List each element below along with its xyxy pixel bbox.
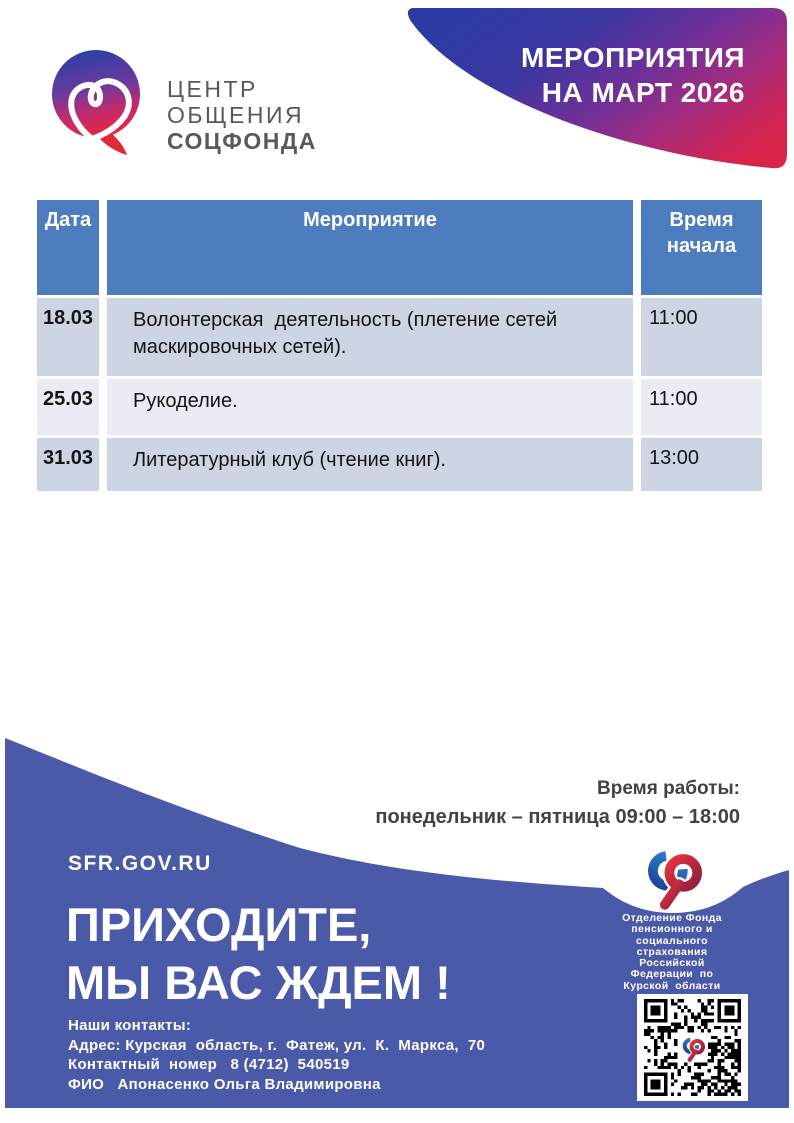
banner-title-line-1: МЕРОПРИЯТИЯ — [521, 42, 745, 73]
logo-line-1: ЦЕНТР — [167, 76, 258, 102]
website-url: SFR.GOV.RU — [68, 852, 212, 875]
work-hours-label: Время работы: — [597, 778, 740, 799]
work-hours-value: понедельник – пятница 09:00 – 18:00 — [375, 806, 740, 828]
table-row-1-date: 18.03 — [37, 298, 99, 376]
logo-line-3: СОЦФОНДА — [167, 128, 317, 154]
org-name-line: пенсионного и — [631, 923, 713, 936]
qr-center-logo-icon — [678, 1034, 708, 1062]
table-row-1-event: Волонтерская деятельность (плетение сетей маскировочных сетей). — [107, 298, 633, 376]
org-name-line: Отделение Фонда — [622, 912, 722, 924]
table-row-2-date: 25.03 — [37, 379, 99, 435]
column-header-date: Дата — [37, 200, 99, 295]
column-header-event: Мероприятие — [107, 200, 633, 295]
org-name-line: Российской — [639, 957, 705, 970]
headline-line-2: МЫ ВАС ЖДЕМ ! — [66, 956, 451, 1009]
qr-code — [637, 994, 748, 1101]
contacts-fio: ФИО Апонасенко Ольга Владимировна — [68, 1075, 381, 1093]
org-name-line: страхования — [636, 945, 708, 958]
org-name — [605, 913, 739, 992]
table-row-3-time: 13:00 — [641, 438, 762, 491]
table-row-3-event: Литературный клуб (чтение книг). — [107, 438, 633, 491]
contacts-block — [68, 1016, 485, 1094]
table-row-2-event: Рукоделие. — [107, 379, 633, 435]
banner-title — [521, 40, 745, 110]
org-name-line: Курской области — [623, 979, 721, 992]
headline — [66, 896, 451, 1012]
column-header-time: Время начала — [641, 200, 762, 295]
sfr-logo-icon — [637, 842, 709, 910]
contacts-phone: Контактный номер 8 (4712) 540519 — [68, 1056, 350, 1073]
table-row-2-time: 11:00 — [641, 379, 762, 435]
org-name-line: Федерации по — [630, 968, 714, 981]
logo-line-2: ОБЩЕНИЯ — [167, 102, 305, 128]
table-row-1-time: 11:00 — [641, 298, 762, 376]
table-row-3-date: 31.03 — [37, 438, 99, 491]
org-name-line: социального — [636, 934, 708, 947]
contacts-title: Наши контакты: — [68, 1017, 192, 1034]
events-table — [37, 200, 762, 491]
contacts-address: Адрес: Курская область, г. Фатеж, ул. К. Маркса, 70 — [68, 1036, 486, 1054]
headline-line-1: ПРИХОДИТЕ, — [66, 898, 372, 951]
banner-title-line-2: НА МАРТ 2026 — [541, 77, 745, 108]
